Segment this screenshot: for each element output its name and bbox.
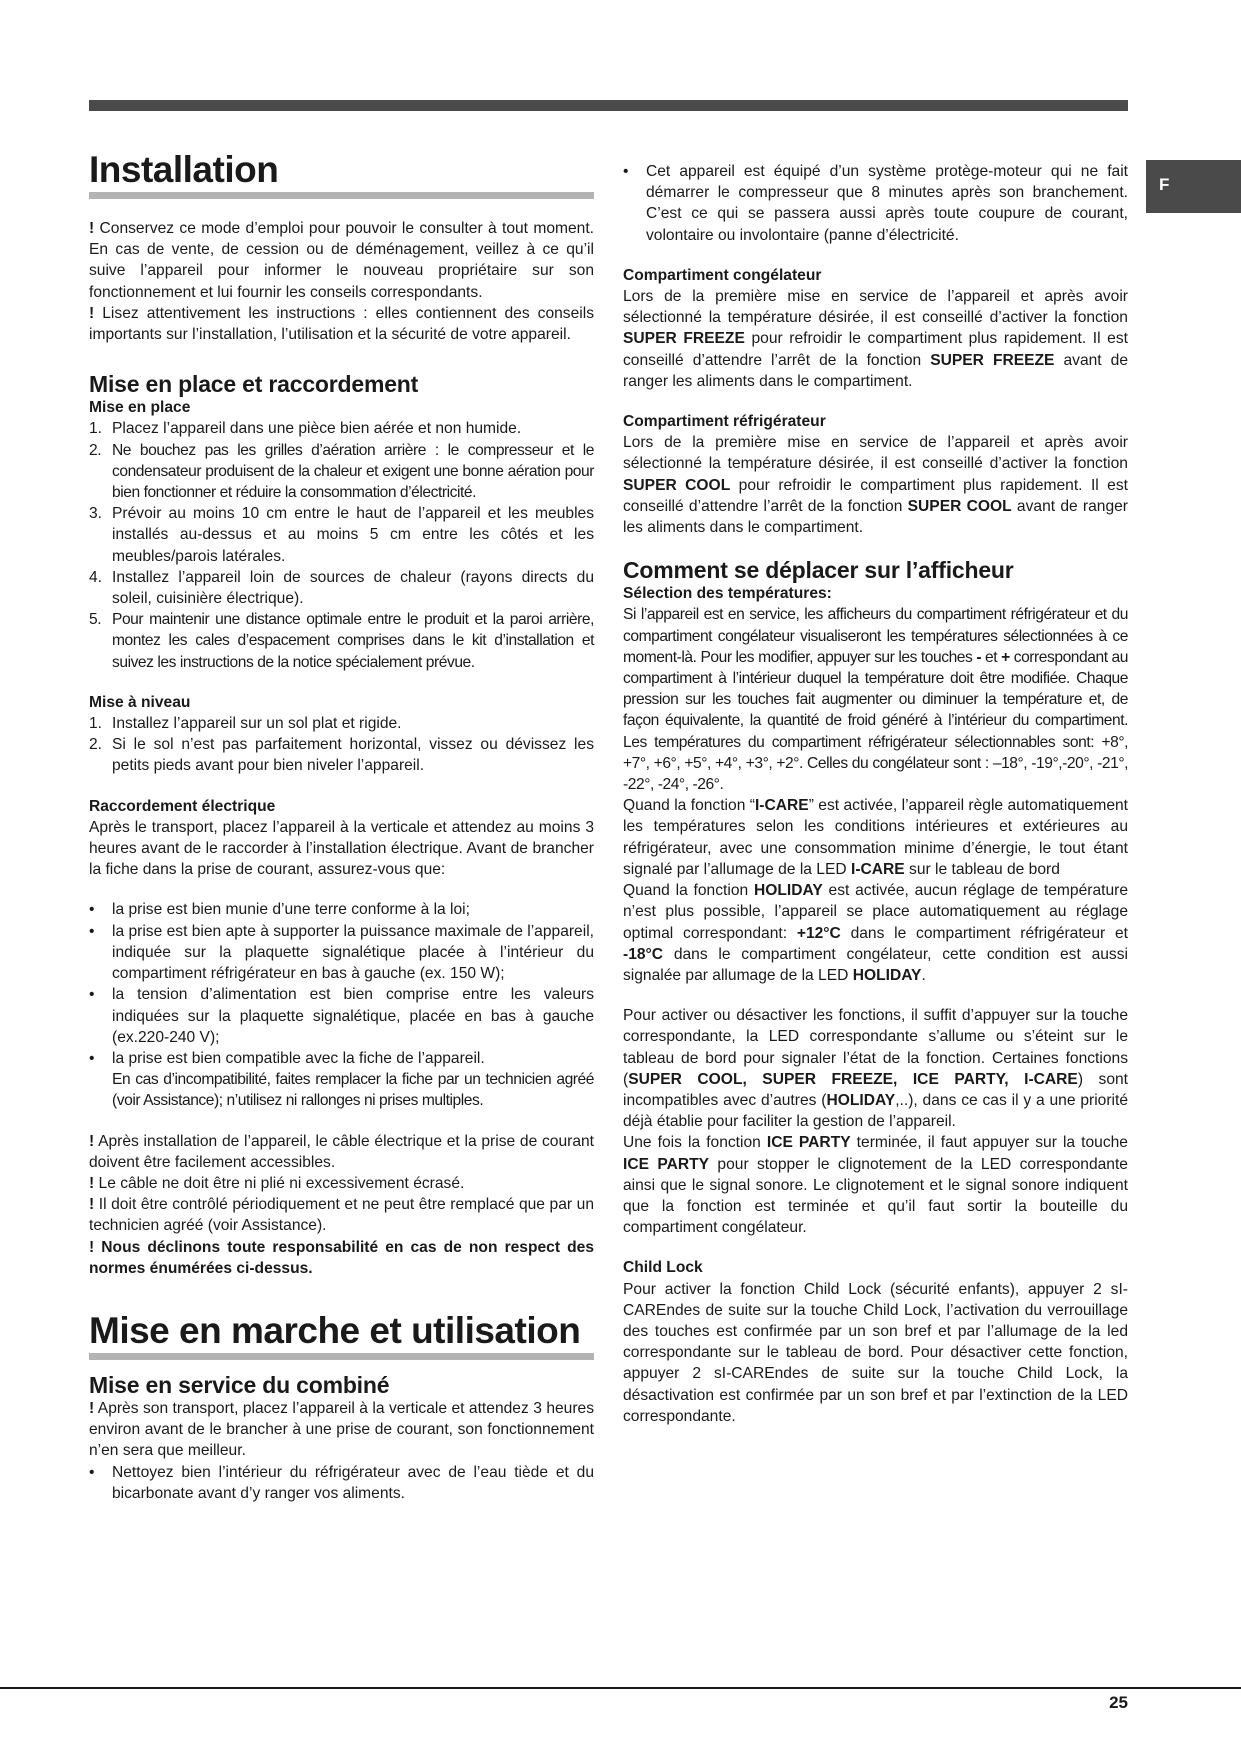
list-item: 2. Si le sol n’est pas parfaitement horizontal, vissez ou dévissez les petits pieds avant pour bien niveler l’appareil. [89, 736, 594, 775]
list-item: 1. Installez l’appareil sur un sol plat et rigide. [89, 715, 402, 733]
functions-paragraph: Pour activer ou désactiver les fonctions, il suffit d’appuyer sur la touche correspondante, la LED correspondante s’allume ou s’éteint sur le tableau de bord pour signaler l’état de la fonction. Certaines fonctions (SUPER COOL, SUPER FREEZE, ICE PARTY, I-CARE) sont incompatibles avec d’autres (HOLIDAY,..), dans ce cas il y a une priorité déjà établie pour faciliter la gestion de l’appareil. [623, 1007, 1129, 1131]
warning-paragraph: ! Après installation de l’appareil, le câble électrique et la prise de courant doivent être facilement accessibles. [89, 1132, 594, 1171]
warning-paragraph: ! Il doit être contrôlé périodiquement et ne peut être remplacé que par un technicien agréé (voir Assistance). [89, 1196, 594, 1235]
list-item: • la prise est bien munie d’une terre conforme à la loi; [89, 901, 470, 919]
electrical-checklist [89, 899, 594, 1111]
icare-paragraph: Quand la fonction “I-CARE” est activée, l’appareil règle automatiquement les températures selon les conditions intérieures et extérieures au réfrigérateur, avec une consommation minime d’énergie, le tout étant signalé par l’allumage de la LED I-CARE sur le tableau de bord [623, 797, 1128, 878]
child-lock-paragraph: Pour activer la fonction Child Lock (sécurité enfants), appuyer 2 sI-CAREndes de suite sur la touche Child Lock, l’activation du verrouillage des touches est confirmée par un son bref et par l’allumage de la led correspondante sur le tableau de bord. Pour désactiver cette fonction, appuyer 2 sI-CAREndes de suite sur la touche Child Lock, la désactivation est confirmée par un son bref et par l’extinction de la LED correspondante. [623, 1280, 1128, 1425]
list-item: 4. Installez l’appareil loin de sources de chaleur (rayons directs du soleil, cuisinière électrique). [89, 568, 594, 608]
ice-party-paragraph: Une fois la fonction ICE PARTY terminée, il faut appuyer sur la touche ICE PARTY pour stopper le clignotement de la LED correspondante ainsi que le signal sonore. Le clignotement et le signal sonore indiquent que la fonction est terminée et qu’il faut sortir la bouteille du compartiment congélateur. [623, 1134, 1128, 1237]
page-number: 25 [1109, 1693, 1128, 1712]
combine-heading: Mise en service du combiné [89, 1371, 390, 1398]
installation-heading: Installation [89, 150, 594, 199]
holiday-paragraph: Quand la fonction HOLIDAY est activée, aucun réglage de température n’est plus possible, l’appareil se place automatiquement au réglage optimal correspondant: +12°C dans le compartiment réfrigérateur et -18°C dans le compartiment congélateur, cette condition est aussi signalée par allumage de la LED HOLIDAY. [623, 882, 1129, 984]
list-item: 3. Prévoir au moins 10 cm entre le haut de l’appareil et les meubles installés au-dessus et au moins 5 cm entre les côtés et les meubles/parois latérales. [89, 505, 594, 565]
disclaimer: ! Nous déclinons toute responsabilité en cas de non respect des normes énumérées ci-dessus. [89, 1238, 594, 1277]
warning-mark: ! [89, 304, 95, 322]
list-item: • Cet appareil est équipé d’un système protège-moteur qui ne fait démarrer le compresseur que 8 minutes après son branchement. C’est ce qui se passera aussi après toute coupure de courant, volontaire ou involontaire (panne d’électricité. [623, 163, 1128, 244]
motor-list [623, 161, 1128, 246]
warning-paragraph: ! Le câble ne doit être ni plié ni excessivement écrasé. [89, 1174, 465, 1192]
electrical-intro: Après le transport, placez l’appareil à la verticale et attendez au moins 3 heures avant de le raccorder à l’installation électrique. Avant de brancher la fiche dans la prise de courant, assurez-vous que: [89, 818, 594, 879]
electrical-heading: Raccordement électrique [89, 797, 276, 815]
fridge-heading: Compartiment réfrigérateur [623, 413, 826, 431]
bottom-rule [0, 1687, 1241, 1689]
child-lock-heading: Child Lock [623, 1259, 703, 1277]
language-tab [1146, 160, 1241, 213]
intro-paragraph-2: ! Lisez attentivement les instructions : elles contiennent des conseils importants sur l’installation, l’utilisation et la sécurité de votre appareil. [89, 304, 594, 344]
mise-en-place-heading: Mise en place [89, 399, 191, 417]
list-item: • Nettoyez bien l’intérieur du réfrigérateur avec de l’eau tiède et du bicarbonate avant d’y ranger vos aliments. [89, 1463, 594, 1502]
intro-paragraph-1: ! Conservez ce mode d’emploi pour pouvoir le consulter à tout moment. En cas de vente, de cession ou de déménagement, veillez à ce qu’il suive l’appareil pour informer le nouveau propriétaire sur son fonctionnement et lui fournir les conseils correspondants. [89, 220, 594, 301]
language-tab-label: F [1159, 175, 1170, 194]
marche-heading: Mise en marche et utilisation [89, 1311, 594, 1360]
list-item: • la tension d’alimentation est bien comprise entre les valeurs indiquées sur la plaquette signalétique, placée en bas à gauche (ex.220-240 V); [89, 986, 594, 1046]
freezer-paragraph: Lors de la première mise en service de l’appareil et après avoir sélectionné la température désirée, il est conseillé d’activer la fonction SUPER FREEZE pour refroidir le compartiment plus rapidement. Il est conseillé d’attendre l’arrêt de la fonction SUPER FREEZE avant de ranger les aliments dans le compartiment. [623, 288, 1128, 390]
warning-mark: ! [89, 220, 95, 237]
top-rule [89, 100, 1128, 111]
niveau-heading: Mise à niveau [89, 693, 191, 711]
list-item: • la prise est bien apte à supporter la puissance maximale de l’appareil, indiquée sur la plaquette signalétique placée à l’intérieur du compartiment réfrigérateur en bas à gauche (ex. 150 W); [89, 922, 594, 983]
niveau-list [89, 713, 594, 777]
list-item: 1. Placez l’appareil dans une pièce bien aérée et non humide. [89, 420, 522, 438]
placement-heading: Mise en place et raccordement [89, 371, 419, 398]
combine-paragraph: ! Après son transport, placez l’appareil à la verticale et attendez 3 heures environ avant de le brancher à une prise de courant, son fonctionnement n’en sera que meilleur. [89, 1399, 594, 1460]
temp-paragraph: Si l’appareil est en service, les afficheurs du compartiment réfrigérateur et du compartiment congélateur visualiseront les températures sélectionnées à ce moment-là. Pour les modifier, appuyer sur les touches - et + correspondant au compartiment à l’intérieur duquel la température doit être modifiée. Chaque pression sur les touches fait augmenter ou diminuer la température et, de façon équivalente, la quantité de froid généré à l’intérieur du compartiment. Les températures du compartiment réfrigérateur sélectionnables sont: +8°, +7°, +6°, +5°, +4°, +3°, +2°. Celles du congélateur sont : –18°, -19°,-20°, -21°, -22°, -24°, -26°. [623, 606, 1128, 794]
fridge-paragraph: Lors de la première mise en service de l’appareil et après avoir sélectionné la température désirée, il est conseillé d’activer la fonction SUPER COOL pour refroidir le compartiment plus rapidement. Il est conseillé d’attendre l’arrêt de la fonction SUPER COOL avant de ranger les aliments dans le compartiment. [623, 434, 1128, 537]
list-item: • la prise est bien compatible avec la fiche de l’appareil. En cas d’incompatibilité, faites remplacer la fiche par un technicien agréé (voir Assistance); n’utilisez ni rallonges ni prises multiples. [89, 1049, 594, 1110]
temp-heading: Sélection des températures: [623, 585, 832, 603]
list-item: 5. Pour maintenir une distance optimale entre le produit et la paroi arrière, montez les cales d’espacement comprises dans le kit d’installation et suivez les instructions de la notice spécialement prévue. [89, 611, 594, 671]
combine-list [89, 1462, 594, 1504]
display-heading: Comment se déplacer sur l’afficheur [623, 557, 1014, 584]
mise-en-place-list [89, 418, 594, 672]
freezer-heading: Compartiment congélateur [623, 266, 822, 284]
right-column [623, 161, 1128, 1427]
list-item: 2. Ne bouchez pas les grilles d’aération arrière : le compresseur et le condensateur produisent de la chaleur et exigent une bonne aération pour bien fonctionner et réduire la consommation d’électricité. [89, 441, 594, 502]
left-column [89, 150, 594, 1504]
